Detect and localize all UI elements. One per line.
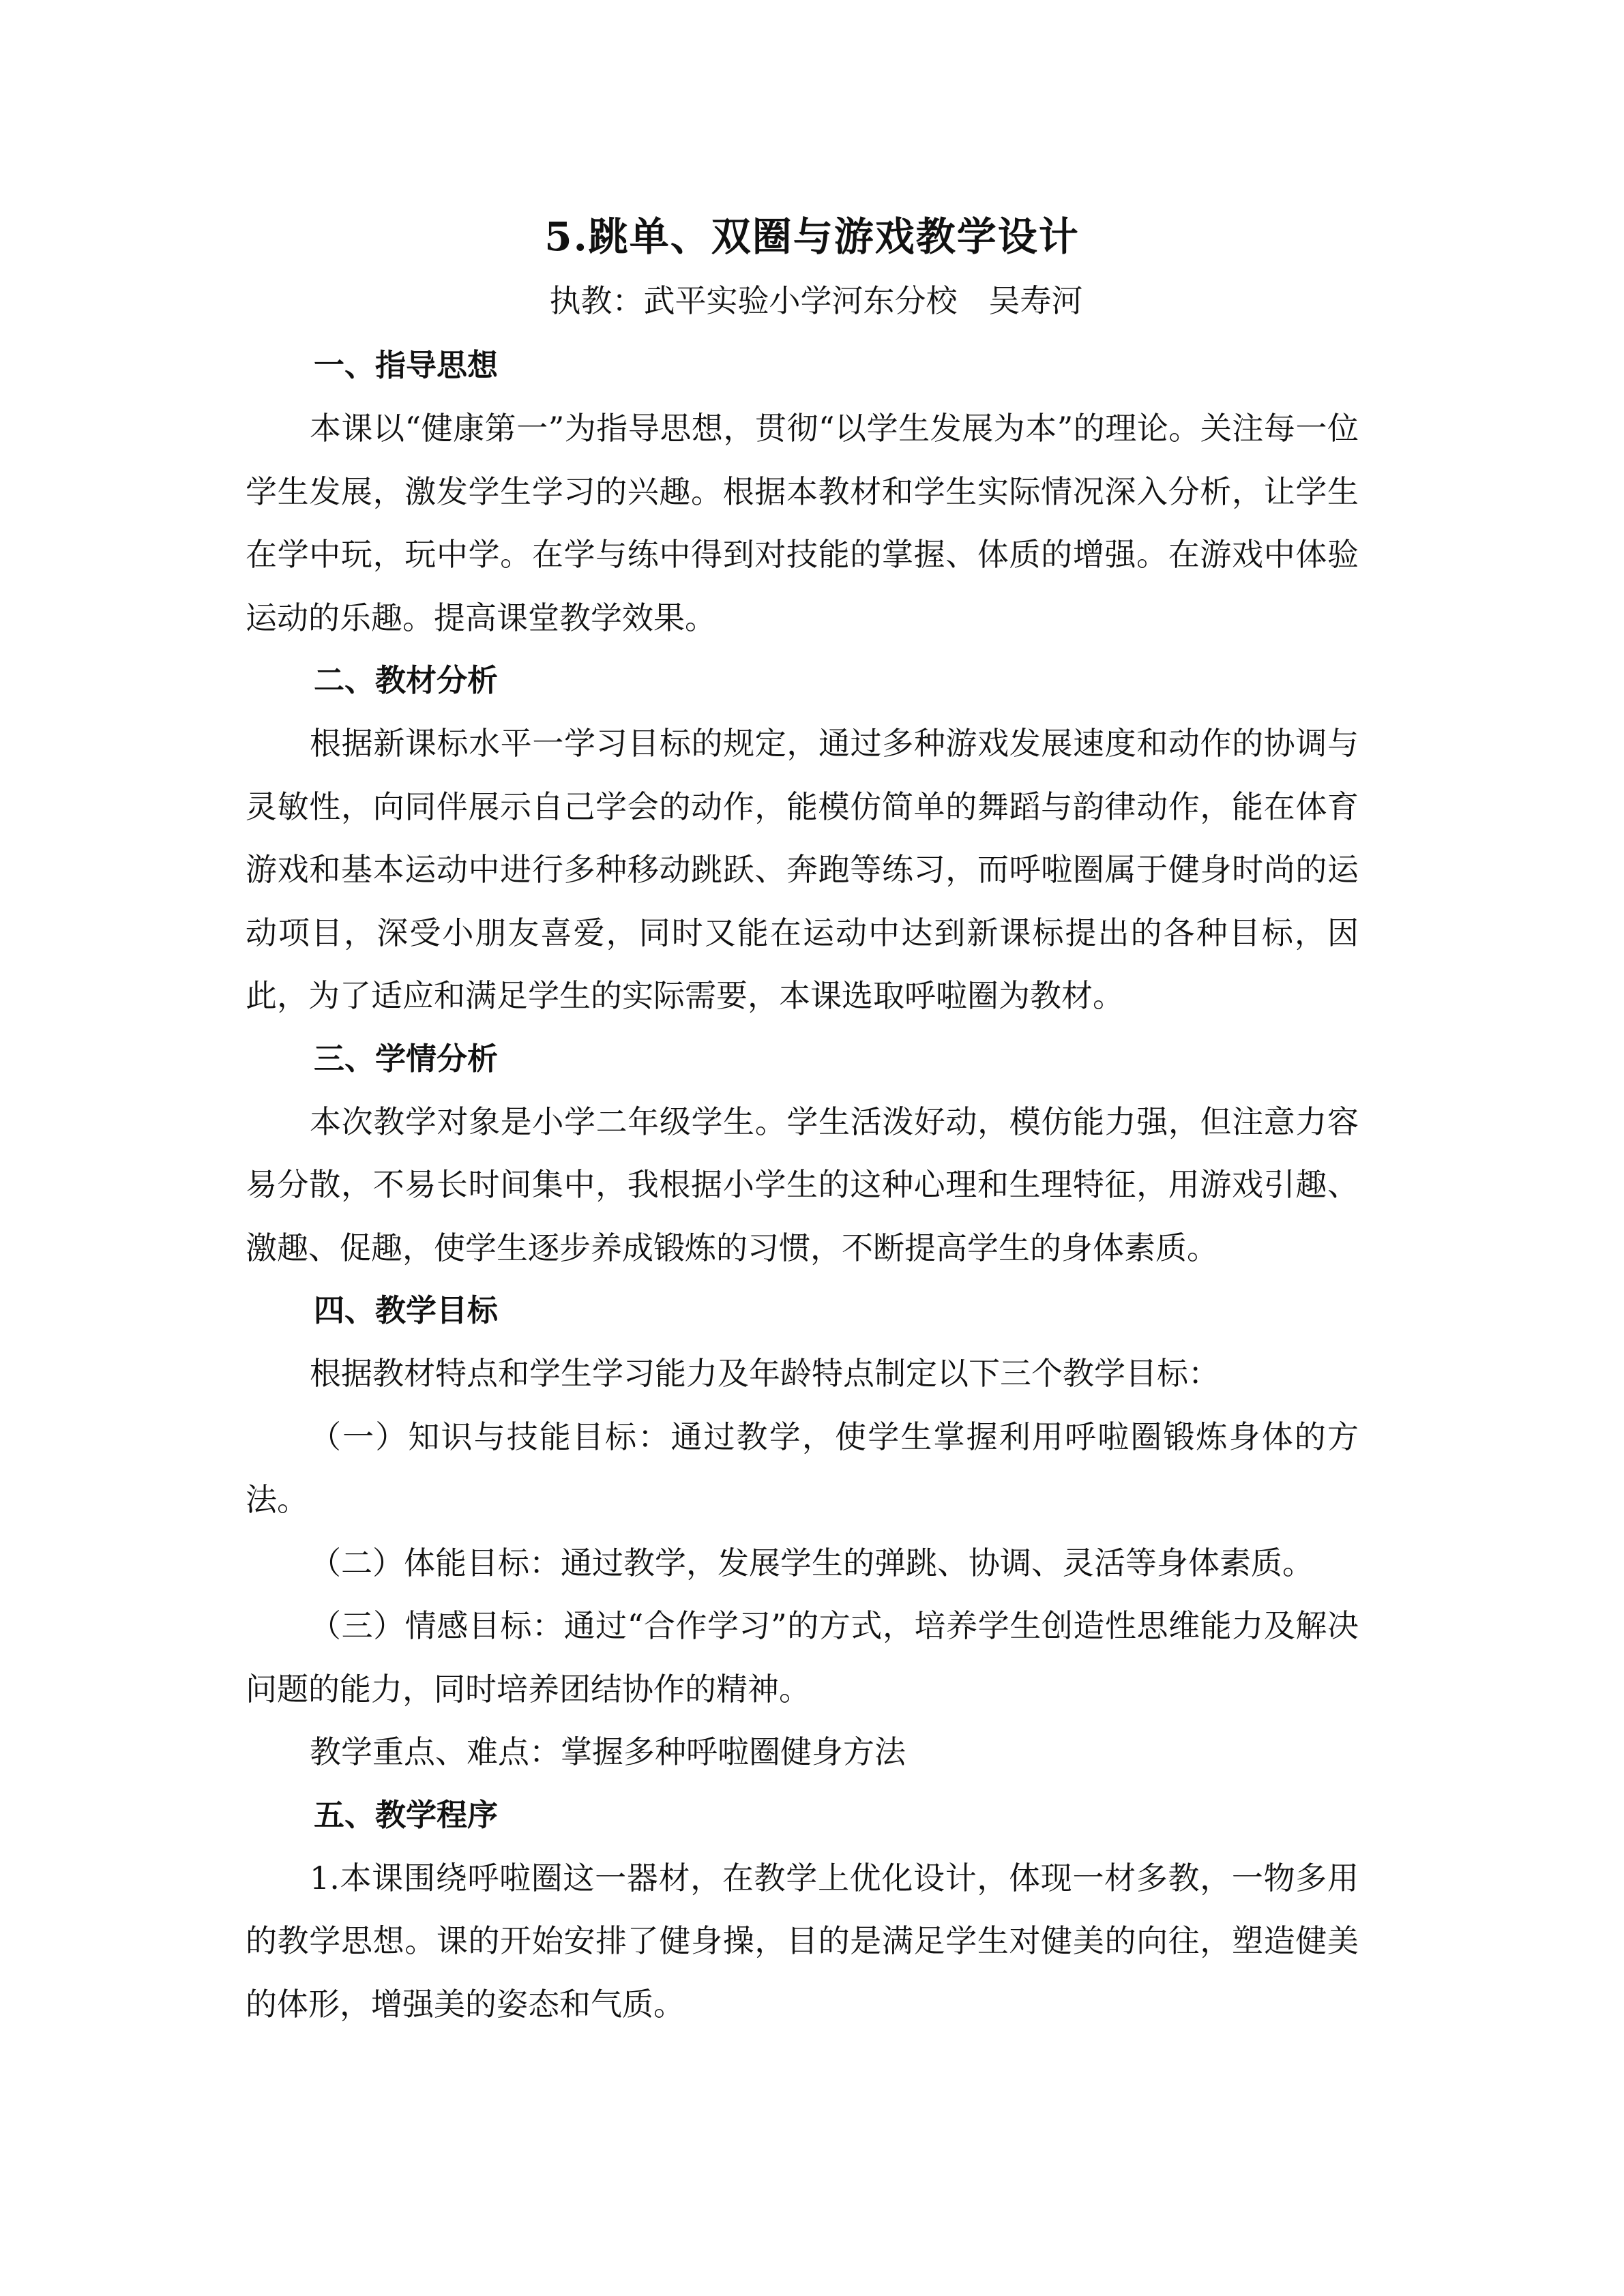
- paragraph: 本课以“健康第一”为指导思想，贯彻“以学生发展为本”的理论。关注每一位学生发展，激发学生学习的兴趣。根据本教材和学生实际情况深入分析，让学生在学中玩，玩中学。在学与练中得到对技能的掌握、体质的增强。在游戏中体验运动的乐趣。提高课堂教学效果。: [246, 410, 1359, 636]
- document-title: 5.跳单、双圈与游戏教学设计: [544, 213, 1080, 260]
- section-heading: 五、教学程序: [314, 1796, 499, 1833]
- section-heading: 二、教材分析: [314, 662, 499, 698]
- paragraph: 教学重点、难点：掌握多种呼啦圈健身方法: [310, 1733, 906, 1770]
- section-heading: 四、教学目标: [314, 1292, 499, 1328]
- paragraph: 根据新课标水平一学习目标的规定，通过多种游戏发展速度和动作的协调与灵敏性，向同伴展示自己学会的动作，能模仿简单的舞蹈与韵律动作，能在体育游戏和基本运动中进行多种移动跳跃、奔跑等练习，而呼啦圈属于健身时尚的运动项目，深受小朋友喜爱，同时又能在运动中达到新课标提出的各种目标，因此，为了适应和满足学生的实际需要，本课选取呼啦圈为教材。: [246, 725, 1359, 1014]
- paragraph: 根据教材特点和学生学习能力及年龄特点制定以下三个教学目标：: [310, 1355, 1220, 1392]
- objective-paragraph: （三）情感目标：通过“合作学习”的方式，培养学生创造性思维能力及解决问题的能力，同时培养团结协作的精神。: [246, 1607, 1359, 1708]
- author-line: 执教：武平实验小学河东分校 吴寿河: [549, 282, 1083, 319]
- objective-paragraph: （二）体能目标：通过教学，发展学生的弹跳、协调、灵活等身体素质。: [310, 1544, 1314, 1581]
- section-heading: 三、学情分析: [314, 1040, 499, 1077]
- paragraph: 本次教学对象是小学二年级学生。学生活泼好动，模仿能力强，但注意力容易分散，不易长时间集中，我根据小学生的这种心理和生理特征，用游戏引趣、激趣、促趣，使学生逐步养成锻炼的习惯，不断提高学生的身体素质。: [246, 1103, 1359, 1266]
- paragraph: 1.本课围绕呼啦圈这一器材，在教学上优化设计，体现一材多教，一物多用的教学思想。课的开始安排了健身操，目的是满足学生对健美的向往，塑造健美的体形，增强美的姿态和气质。: [246, 1859, 1359, 2023]
- objective-paragraph: （一）知识与技能目标：通过教学，使学生掌握利用呼啦圈锻炼身体的方法。: [246, 1418, 1359, 1518]
- section-heading: 一、指导思想: [314, 347, 499, 383]
- document-body: [246, 334, 1359, 2036]
